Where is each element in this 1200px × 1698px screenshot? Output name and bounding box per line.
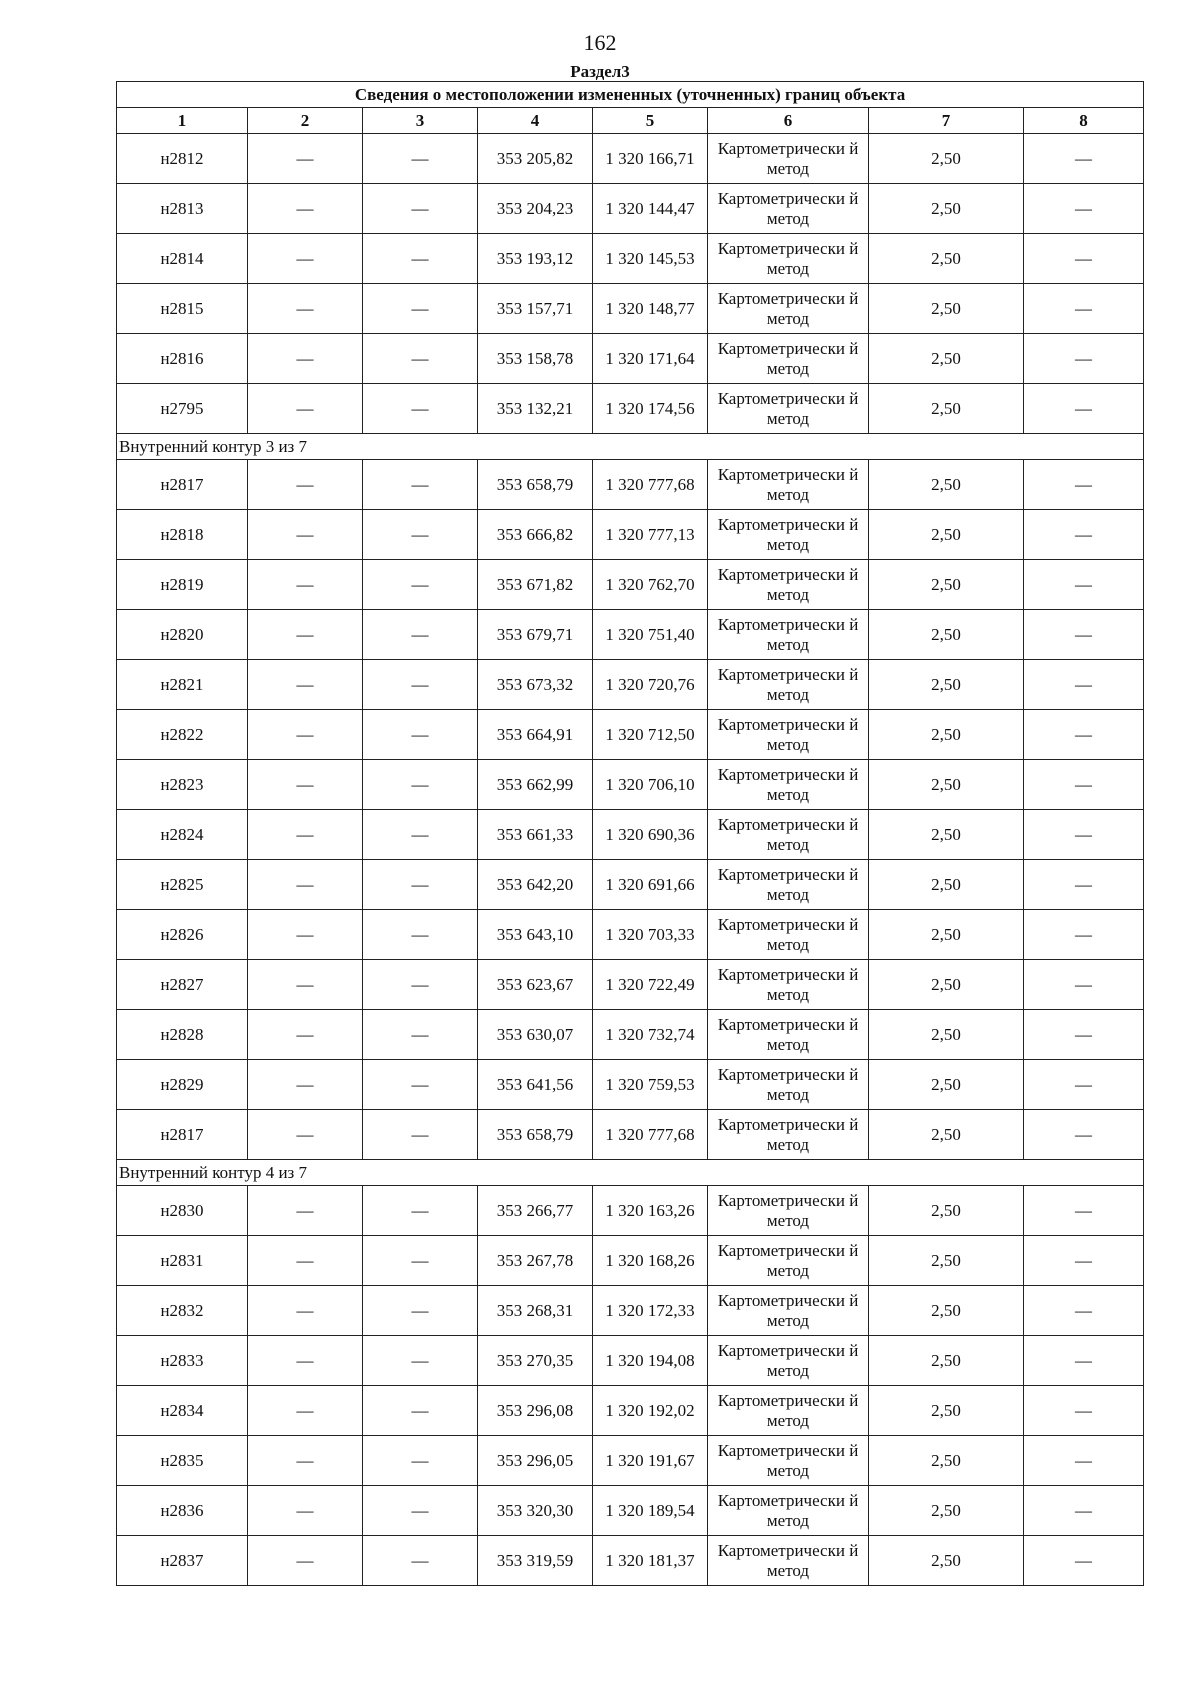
- column-3-cell: —: [363, 1060, 478, 1110]
- table-row: [117, 1536, 1144, 1586]
- point-cell: н2833: [117, 1336, 248, 1386]
- y-coordinate-cell: 1 320 181,37: [593, 1536, 708, 1586]
- x-coordinate-cell: 353 267,78: [478, 1236, 593, 1286]
- y-coordinate-cell: 1 320 191,67: [593, 1436, 708, 1486]
- contour-heading: Внутренний контур 4 из 7: [117, 1160, 1144, 1186]
- method-cell: Картометрически й метод: [708, 1436, 869, 1486]
- y-coordinate-cell: 1 320 712,50: [593, 710, 708, 760]
- table-row: [117, 1010, 1144, 1060]
- column-2-cell: —: [248, 1536, 363, 1586]
- y-coordinate-cell: 1 320 777,13: [593, 510, 708, 560]
- accuracy-cell: 2,50: [869, 960, 1024, 1010]
- accuracy-cell: 2,50: [869, 910, 1024, 960]
- x-coordinate-cell: 353 658,79: [478, 1110, 593, 1160]
- method-cell: Картометрически й метод: [708, 334, 869, 384]
- column-3-cell: —: [363, 1286, 478, 1336]
- method-cell: Картометрически й метод: [708, 810, 869, 860]
- table-caption-row: [117, 82, 1144, 108]
- accuracy-cell: 2,50: [869, 134, 1024, 184]
- column-2-cell: —: [248, 1010, 363, 1060]
- table-row: [117, 284, 1144, 334]
- point-cell: н2837: [117, 1536, 248, 1586]
- point-cell: н2817: [117, 460, 248, 510]
- x-coordinate-cell: 353 643,10: [478, 910, 593, 960]
- y-coordinate-cell: 1 320 777,68: [593, 460, 708, 510]
- y-coordinate-cell: 1 320 759,53: [593, 1060, 708, 1110]
- column-8-cell: —: [1024, 134, 1144, 184]
- column-2-cell: —: [248, 1336, 363, 1386]
- accuracy-cell: 2,50: [869, 1386, 1024, 1436]
- column-8-cell: —: [1024, 234, 1144, 284]
- x-coordinate-cell: 353 319,59: [478, 1536, 593, 1586]
- method-cell: Картометрически й метод: [708, 234, 869, 284]
- column-3-cell: —: [363, 184, 478, 234]
- method-cell: Картометрически й метод: [708, 384, 869, 434]
- method-cell: Картометрически й метод: [708, 960, 869, 1010]
- column-3-cell: —: [363, 560, 478, 610]
- column-number: 6: [708, 108, 869, 134]
- y-coordinate-cell: 1 320 703,33: [593, 910, 708, 960]
- method-cell: Картометрически й метод: [708, 710, 869, 760]
- column-number: 3: [363, 108, 478, 134]
- column-8-cell: —: [1024, 510, 1144, 560]
- table-row: [117, 760, 1144, 810]
- column-8-cell: —: [1024, 810, 1144, 860]
- contour-heading-row: [117, 1160, 1144, 1186]
- y-coordinate-cell: 1 320 722,49: [593, 960, 708, 1010]
- column-8-cell: —: [1024, 460, 1144, 510]
- x-coordinate-cell: 353 320,30: [478, 1486, 593, 1536]
- point-cell: н2834: [117, 1386, 248, 1436]
- method-cell: Картометрически й метод: [708, 760, 869, 810]
- x-coordinate-cell: 353 630,07: [478, 1010, 593, 1060]
- column-3-cell: —: [363, 384, 478, 434]
- column-3-cell: —: [363, 1336, 478, 1386]
- table-row: [117, 234, 1144, 284]
- column-8-cell: —: [1024, 384, 1144, 434]
- table-row: [117, 1060, 1144, 1110]
- y-coordinate-cell: 1 320 163,26: [593, 1186, 708, 1236]
- table-row: [117, 660, 1144, 710]
- column-2-cell: —: [248, 510, 363, 560]
- column-8-cell: —: [1024, 184, 1144, 234]
- column-3-cell: —: [363, 1186, 478, 1236]
- y-coordinate-cell: 1 320 720,76: [593, 660, 708, 710]
- column-2-cell: —: [248, 610, 363, 660]
- y-coordinate-cell: 1 320 691,66: [593, 860, 708, 910]
- column-3-cell: —: [363, 284, 478, 334]
- method-cell: Картометрически й метод: [708, 560, 869, 610]
- x-coordinate-cell: 353 666,82: [478, 510, 593, 560]
- point-cell: н2818: [117, 510, 248, 560]
- accuracy-cell: 2,50: [869, 810, 1024, 860]
- table-row: [117, 134, 1144, 184]
- table-row: [117, 860, 1144, 910]
- method-cell: Картометрически й метод: [708, 1010, 869, 1060]
- x-coordinate-cell: 353 158,78: [478, 334, 593, 384]
- table-row: [117, 810, 1144, 860]
- column-3-cell: —: [363, 1010, 478, 1060]
- accuracy-cell: 2,50: [869, 1236, 1024, 1286]
- method-cell: Картометрически й метод: [708, 1286, 869, 1336]
- column-8-cell: —: [1024, 910, 1144, 960]
- accuracy-cell: 2,50: [869, 460, 1024, 510]
- accuracy-cell: 2,50: [869, 1486, 1024, 1536]
- accuracy-cell: 2,50: [869, 1286, 1024, 1336]
- column-3-cell: —: [363, 710, 478, 760]
- column-3-cell: —: [363, 610, 478, 660]
- point-cell: н2816: [117, 334, 248, 384]
- method-cell: Картометрически й метод: [708, 1386, 869, 1436]
- point-cell: н2813: [117, 184, 248, 234]
- table-row: [117, 1436, 1144, 1486]
- x-coordinate-cell: 353 266,77: [478, 1186, 593, 1236]
- point-cell: н2825: [117, 860, 248, 910]
- point-cell: н2835: [117, 1436, 248, 1486]
- y-coordinate-cell: 1 320 751,40: [593, 610, 708, 660]
- column-3-cell: —: [363, 334, 478, 384]
- column-3-cell: —: [363, 810, 478, 860]
- column-2-cell: —: [248, 960, 363, 1010]
- x-coordinate-cell: 353 193,12: [478, 234, 593, 284]
- column-8-cell: —: [1024, 1336, 1144, 1386]
- column-8-cell: —: [1024, 660, 1144, 710]
- method-cell: Картометрически й метод: [708, 1486, 869, 1536]
- table-row: [117, 1336, 1144, 1386]
- column-2-cell: —: [248, 1236, 363, 1286]
- column-8-cell: —: [1024, 1286, 1144, 1336]
- y-coordinate-cell: 1 320 690,36: [593, 810, 708, 860]
- column-2-cell: —: [248, 1486, 363, 1536]
- x-coordinate-cell: 353 296,05: [478, 1436, 593, 1486]
- column-2-cell: —: [248, 860, 363, 910]
- section-title: Раздел3: [570, 62, 630, 81]
- column-2-cell: —: [248, 1386, 363, 1436]
- method-cell: Картометрически й метод: [708, 134, 869, 184]
- column-8-cell: —: [1024, 1536, 1144, 1586]
- column-8-cell: —: [1024, 960, 1144, 1010]
- accuracy-cell: 2,50: [869, 710, 1024, 760]
- table-row: [117, 1286, 1144, 1336]
- x-coordinate-cell: 353 268,31: [478, 1286, 593, 1336]
- table-row: [117, 960, 1144, 1010]
- point-cell: н2820: [117, 610, 248, 660]
- column-3-cell: —: [363, 1486, 478, 1536]
- column-8-cell: —: [1024, 1060, 1144, 1110]
- x-coordinate-cell: 353 296,08: [478, 1386, 593, 1436]
- boundary-table: [116, 81, 1144, 1586]
- column-2-cell: —: [248, 660, 363, 710]
- accuracy-cell: 2,50: [869, 510, 1024, 560]
- method-cell: Картометрически й метод: [708, 660, 869, 710]
- column-8-cell: —: [1024, 860, 1144, 910]
- column-3-cell: —: [363, 234, 478, 284]
- column-2-cell: —: [248, 134, 363, 184]
- column-2-cell: —: [248, 460, 363, 510]
- column-3-cell: —: [363, 1236, 478, 1286]
- x-coordinate-cell: 353 623,67: [478, 960, 593, 1010]
- x-coordinate-cell: 353 673,32: [478, 660, 593, 710]
- table-row: [117, 460, 1144, 510]
- method-cell: Картометрически й метод: [708, 510, 869, 560]
- accuracy-cell: 2,50: [869, 760, 1024, 810]
- method-cell: Картометрически й метод: [708, 1110, 869, 1160]
- point-cell: н2812: [117, 134, 248, 184]
- y-coordinate-cell: 1 320 148,77: [593, 284, 708, 334]
- point-cell: н2827: [117, 960, 248, 1010]
- x-coordinate-cell: 353 642,20: [478, 860, 593, 910]
- column-3-cell: —: [363, 910, 478, 960]
- column-3-cell: —: [363, 860, 478, 910]
- point-cell: н2814: [117, 234, 248, 284]
- x-coordinate-cell: 353 664,91: [478, 710, 593, 760]
- column-2-cell: —: [248, 710, 363, 760]
- point-cell: н2836: [117, 1486, 248, 1536]
- column-3-cell: —: [363, 460, 478, 510]
- method-cell: Картометрически й метод: [708, 610, 869, 660]
- point-cell: н2795: [117, 384, 248, 434]
- column-2-cell: —: [248, 560, 363, 610]
- y-coordinate-cell: 1 320 171,64: [593, 334, 708, 384]
- column-number: 5: [593, 108, 708, 134]
- table-row: [117, 560, 1144, 610]
- point-cell: н2819: [117, 560, 248, 610]
- column-3-cell: —: [363, 1110, 478, 1160]
- column-2-cell: —: [248, 760, 363, 810]
- column-2-cell: —: [248, 1110, 363, 1160]
- x-coordinate-cell: 353 671,82: [478, 560, 593, 610]
- table-body: [117, 82, 1144, 1586]
- method-cell: Картометрически й метод: [708, 860, 869, 910]
- column-2-cell: —: [248, 284, 363, 334]
- table-row: [117, 1236, 1144, 1286]
- accuracy-cell: 2,50: [869, 1436, 1024, 1486]
- x-coordinate-cell: 353 661,33: [478, 810, 593, 860]
- point-cell: н2815: [117, 284, 248, 334]
- column-number-row: [117, 108, 1144, 134]
- y-coordinate-cell: 1 320 144,47: [593, 184, 708, 234]
- point-cell: н2822: [117, 710, 248, 760]
- y-coordinate-cell: 1 320 762,70: [593, 560, 708, 610]
- x-coordinate-cell: 353 641,56: [478, 1060, 593, 1110]
- point-cell: н2821: [117, 660, 248, 710]
- column-3-cell: —: [363, 1536, 478, 1586]
- column-2-cell: —: [248, 910, 363, 960]
- column-8-cell: —: [1024, 760, 1144, 810]
- column-2-cell: —: [248, 334, 363, 384]
- point-cell: н2826: [117, 910, 248, 960]
- point-cell: н2830: [117, 1186, 248, 1236]
- y-coordinate-cell: 1 320 732,74: [593, 1010, 708, 1060]
- column-8-cell: —: [1024, 1486, 1144, 1536]
- y-coordinate-cell: 1 320 777,68: [593, 1110, 708, 1160]
- accuracy-cell: 2,50: [869, 1110, 1024, 1160]
- y-coordinate-cell: 1 320 166,71: [593, 134, 708, 184]
- column-2-cell: —: [248, 1286, 363, 1336]
- x-coordinate-cell: 353 205,82: [478, 134, 593, 184]
- accuracy-cell: 2,50: [869, 284, 1024, 334]
- y-coordinate-cell: 1 320 172,33: [593, 1286, 708, 1336]
- accuracy-cell: 2,50: [869, 1336, 1024, 1386]
- x-coordinate-cell: 353 157,71: [478, 284, 593, 334]
- table-row: [117, 610, 1144, 660]
- column-2-cell: —: [248, 1436, 363, 1486]
- point-cell: н2817: [117, 1110, 248, 1160]
- accuracy-cell: 2,50: [869, 660, 1024, 710]
- table-row: [117, 710, 1144, 760]
- table-row: [117, 1486, 1144, 1536]
- column-3-cell: —: [363, 510, 478, 560]
- point-cell: н2823: [117, 760, 248, 810]
- column-number: 2: [248, 108, 363, 134]
- column-8-cell: —: [1024, 1110, 1144, 1160]
- y-coordinate-cell: 1 320 145,53: [593, 234, 708, 284]
- method-cell: Картометрически й метод: [708, 1236, 869, 1286]
- table-row: [117, 1386, 1144, 1436]
- method-cell: Картометрически й метод: [708, 1336, 869, 1386]
- column-3-cell: —: [363, 1436, 478, 1486]
- x-coordinate-cell: 353 204,23: [478, 184, 593, 234]
- accuracy-cell: 2,50: [869, 184, 1024, 234]
- column-3-cell: —: [363, 1386, 478, 1436]
- contour-heading: Внутренний контур 3 из 7: [117, 434, 1144, 460]
- accuracy-cell: 2,50: [869, 1010, 1024, 1060]
- column-2-cell: —: [248, 384, 363, 434]
- method-cell: Картометрически й метод: [708, 1186, 869, 1236]
- column-8-cell: —: [1024, 1386, 1144, 1436]
- column-8-cell: —: [1024, 1436, 1144, 1486]
- table-row: [117, 910, 1144, 960]
- page-number: 162: [583, 30, 617, 55]
- column-3-cell: —: [363, 960, 478, 1010]
- column-2-cell: —: [248, 1060, 363, 1110]
- column-2-cell: —: [248, 184, 363, 234]
- accuracy-cell: 2,50: [869, 860, 1024, 910]
- point-cell: н2831: [117, 1236, 248, 1286]
- y-coordinate-cell: 1 320 192,02: [593, 1386, 708, 1436]
- method-cell: Картометрически й метод: [708, 1536, 869, 1586]
- contour-heading-row: [117, 434, 1144, 460]
- column-8-cell: —: [1024, 610, 1144, 660]
- y-coordinate-cell: 1 320 194,08: [593, 1336, 708, 1386]
- method-cell: Картометрически й метод: [708, 910, 869, 960]
- table-row: [117, 510, 1144, 560]
- y-coordinate-cell: 1 320 189,54: [593, 1486, 708, 1536]
- x-coordinate-cell: 353 658,79: [478, 460, 593, 510]
- point-cell: н2829: [117, 1060, 248, 1110]
- column-8-cell: —: [1024, 1186, 1144, 1236]
- method-cell: Картометрически й метод: [708, 284, 869, 334]
- table-row: [117, 384, 1144, 434]
- y-coordinate-cell: 1 320 706,10: [593, 760, 708, 810]
- accuracy-cell: 2,50: [869, 560, 1024, 610]
- column-8-cell: —: [1024, 284, 1144, 334]
- accuracy-cell: 2,50: [869, 334, 1024, 384]
- column-2-cell: —: [248, 234, 363, 284]
- column-number: 7: [869, 108, 1024, 134]
- table-row: [117, 1110, 1144, 1160]
- column-2-cell: —: [248, 810, 363, 860]
- accuracy-cell: 2,50: [869, 1536, 1024, 1586]
- point-cell: н2832: [117, 1286, 248, 1336]
- x-coordinate-cell: 353 679,71: [478, 610, 593, 660]
- x-coordinate-cell: 353 270,35: [478, 1336, 593, 1386]
- column-3-cell: —: [363, 760, 478, 810]
- point-cell: н2824: [117, 810, 248, 860]
- column-8-cell: —: [1024, 560, 1144, 610]
- table-row: [117, 334, 1144, 384]
- accuracy-cell: 2,50: [869, 384, 1024, 434]
- table-caption: Сведения о местоположении измененных (уточненных) границ объекта: [117, 82, 1144, 108]
- point-cell: н2828: [117, 1010, 248, 1060]
- accuracy-cell: 2,50: [869, 1186, 1024, 1236]
- accuracy-cell: 2,50: [869, 1060, 1024, 1110]
- column-3-cell: —: [363, 134, 478, 184]
- method-cell: Картометрически й метод: [708, 184, 869, 234]
- y-coordinate-cell: 1 320 168,26: [593, 1236, 708, 1286]
- table-row: [117, 184, 1144, 234]
- x-coordinate-cell: 353 662,99: [478, 760, 593, 810]
- method-cell: Картометрически й метод: [708, 460, 869, 510]
- column-8-cell: —: [1024, 710, 1144, 760]
- column-3-cell: —: [363, 660, 478, 710]
- column-8-cell: —: [1024, 1236, 1144, 1286]
- column-8-cell: —: [1024, 334, 1144, 384]
- column-number: 4: [478, 108, 593, 134]
- column-8-cell: —: [1024, 1010, 1144, 1060]
- accuracy-cell: 2,50: [869, 610, 1024, 660]
- method-cell: Картометрически й метод: [708, 1060, 869, 1110]
- column-number: 1: [117, 108, 248, 134]
- y-coordinate-cell: 1 320 174,56: [593, 384, 708, 434]
- column-number: 8: [1024, 108, 1144, 134]
- table-row: [117, 1186, 1144, 1236]
- x-coordinate-cell: 353 132,21: [478, 384, 593, 434]
- column-2-cell: —: [248, 1186, 363, 1236]
- accuracy-cell: 2,50: [869, 234, 1024, 284]
